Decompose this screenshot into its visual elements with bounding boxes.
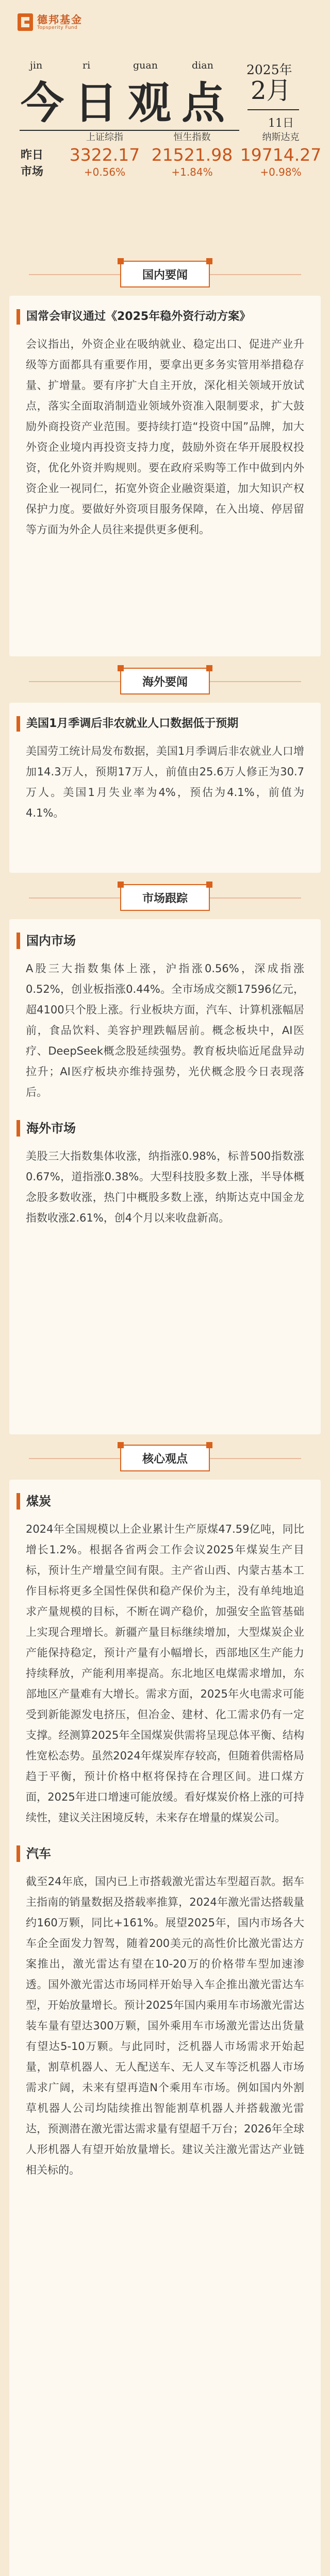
index-value: 21521.98	[151, 145, 233, 165]
date-year: 2025年	[246, 62, 292, 77]
overseas-market-title: 海外市场	[16, 1120, 314, 1137]
index-nasdaq	[238, 130, 323, 179]
brand-name-en: Topsperity Fund	[37, 25, 78, 30]
news-body: 会议指出，外资企业在吸纳就业、稳定出口、促进产业升级等方面都具有重要作用，要拿出更多务实管用举措稳存量、扩增量。要有序扩大自主开放，深化相关领域开放试点，落实全面取消制造业领域外资准入限制要求，扩大鼓励外商投资产业范围。要持续打造“投资中国”品牌，加大外资企业境内再投资支持力度，鼓励外资在华开展股权投资，优化外资并购规则。要在政府采购等工作中做到内外资企业一视同仁，拓宽外资企业融资渠道，加大知识产权保护力度。要做好外资项目服务保障，在入出境、停居留等方面为外企人员往来提供更多便利。	[26, 338, 304, 536]
index-name: 上证综指	[86, 132, 123, 143]
auto-view-body: 截至24年底，国内已上市搭载激光雷达车型超百款。据车主指南的销量数据及搭载率推算，2024年激光雷达搭载量约160万颗，同比+161%。展望2025年，国内市场各大车企全面发力智驾，随着200美元的高性价比激光雷达方案推出，激光雷达有望在10-20万的价格带车型加速渗透。国外激光雷达市场同样开始导入车企推出激光雷达车型，开始放量增长。预计2025年国内乘用车市场激光雷达装车量有望达300万颗，国外乘用车市场激光雷达出货量有望达5-10万颗。与此同时，泛机器人市场需求开始起量，割草机器人、无人配送车、无人叉车等泛机器人市场需求广阔，未来有望再造N个乘用车市场。例如国内外割草机器人公司均陆续推出智能割草机器人并搭载激光雷达，预测潜在激光雷达需求量有望超千万台；2026年全球人形机器人有望开始放量增长。建议关注激光雷达产业链相关标的。	[26, 1875, 304, 2176]
domestic-market-body: A股三大指数集体上涨，沪指涨0.56%，深成指涨0.52%，创业板指涨0.44%。全市场成交额17596亿元，超4100只个股上涨。行业板块方面，汽车、计算机涨幅居前，食品饮料、美容护理跌幅居前。概念板块中，AI医疗、DeepSeek概念股延续强势。教育板块临近尾盘异动拉升；AI医疗板块亦维持强势，光伏概念股今日表现落后。	[26, 962, 304, 1098]
index-value: 3322.17	[69, 145, 140, 165]
section-core-views	[0, 1445, 330, 1471]
brand-name-cn: 德邦基金	[37, 13, 82, 26]
index-name: 恒生指数	[173, 132, 211, 143]
market-label	[21, 147, 43, 180]
coal-view-title: 煤炭	[16, 1493, 314, 1510]
date-month: 2月	[251, 76, 291, 105]
index-sse	[66, 130, 143, 179]
section-title: 海外要闻	[120, 668, 210, 694]
overseas-market-body: 美股三大指数集体收涨，纳指涨0.98%，标普500指数涨0.67%，道指涨0.38%。大型科技股多数上涨，半导体概念股多数收涨，热门中概股多数上涨，纳斯达克中国金龙指数收涨2.61%，创4个月以来收盘新高。	[26, 1150, 304, 1224]
date-day: 11日	[268, 117, 294, 130]
index-name: 纳斯达克	[262, 132, 300, 143]
coal-view-body: 2024年全国规模以上企业累计生产原煤47.59亿吨，同比增长1.2%。根据各省两会工作会议2025年煤炭生产目标，预计生产增量空间有限。主产省山西、内蒙古基本工作目标将更多全国性保供和稳产保价为主，没有单纯地追求产量规模的目标，不断在调产稳价，加强安全监管基础上实现合理增长。新疆产量目标继续增加，大型煤炭企业产能保持稳定，预计产量有小幅增长，西部地区生产能力持续释放，产能利用率提高。东北地区电煤需求增加，东部地区产量难有大增长。需求方面，2025年火电需求可能受到新能源发电挤压，但冶金、建材、化工需求仍有一定支撑。经测算2025年全国煤炭供需将呈现总体平衡、结构性宽松态势。虽然2024年煤炭库存较高，但随着供需格局趋于平衡，预计价格中枢将保持在合理区间。进口煤方面，2025年进口增速可能放缓。看好煤炭价格上涨的可持续性，建议关注困境反转，未来存在增量的煤炭公司。	[26, 1523, 304, 1824]
market-tracking-card	[9, 919, 321, 1434]
pinyin-2: ri	[82, 60, 91, 71]
section-title: 核心观点	[120, 1445, 210, 1471]
page-title: 今日观点	[21, 77, 236, 128]
index-change: +0.56%	[84, 166, 126, 178]
domestic-news-card	[9, 296, 321, 656]
date-divider	[248, 109, 299, 110]
pinyin-1: jin	[30, 60, 43, 71]
index-hsi	[150, 130, 235, 179]
section-domestic-news	[0, 261, 330, 287]
section-market-tracking	[0, 884, 330, 911]
news-title: 国常会审议通过《2025年稳外资行动方案》	[16, 309, 314, 325]
domestic-market-title: 国内市场	[16, 933, 314, 949]
market-label-line-1: 昨日	[21, 149, 44, 162]
pinyin-3: guan	[133, 60, 158, 71]
pinyin-4: dian	[192, 60, 213, 71]
brand-logo	[18, 13, 82, 31]
section-title: 市场跟踪	[120, 884, 210, 911]
brand-logo-icon	[18, 13, 33, 31]
overseas-news-card	[9, 703, 321, 873]
news-body: 美国劳工统计局发布数据，美国1月季调后非农就业人口增加14.3万人，预期17万人，前值由25.6万人修正为30.7万人。美国1月失业率为4%，预估为4.1%，前值为4.1%。	[26, 745, 304, 819]
auto-view-title: 汽车	[16, 1845, 314, 1862]
core-views-card	[9, 1480, 321, 2576]
section-overseas-news	[0, 668, 330, 694]
section-title: 国内要闻	[120, 261, 210, 287]
news-title: 美国1月季调后非农就业人口数据低于预期	[16, 716, 314, 732]
market-label-line-2: 市场	[21, 165, 44, 178]
index-value: 19714.27	[240, 145, 322, 165]
index-change: +1.84%	[171, 166, 213, 178]
index-change: +0.98%	[260, 166, 302, 178]
